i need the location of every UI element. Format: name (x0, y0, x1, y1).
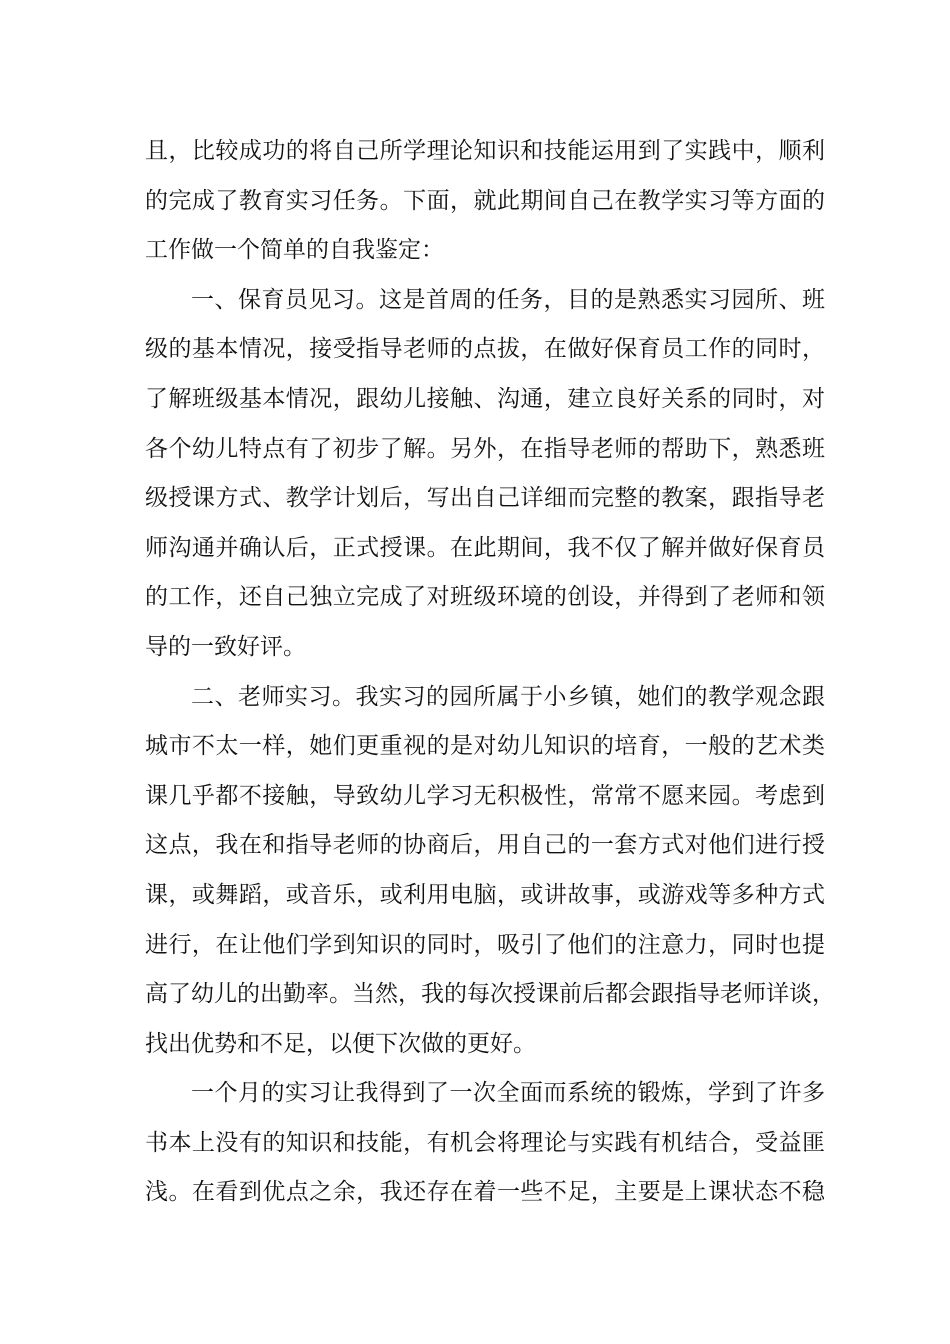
paragraph-4-line-1: 一个月的实习让我得到了一次全面而系统的锻炼，学到了许多 (191, 1080, 825, 1107)
paragraph-3-line-2: 城市不太一样，她们更重视的是对幼儿知识的培育，一般的艺术类 (145, 733, 825, 760)
paragraph-2-line-6: 师沟通并确认后，正式授课。在此期间，我不仅了解并做好保育员 (145, 534, 825, 561)
paragraph-1-line-3: 工作做一个简单的自我鉴定： (145, 237, 444, 264)
document-body (145, 127, 835, 1218)
paragraph-3-line-5: 课，或舞蹈，或音乐，或利用电脑，或讲故事，或游戏等多种方式 (145, 881, 825, 908)
paragraph-3-line-7: 高了幼儿的出勤率。当然，我的每次授课前后都会跟指导老师详谈， (145, 981, 835, 1008)
paragraph-3-line-8: 找出优势和不足，以便下次做的更好。 (145, 1030, 536, 1057)
paragraph-3-line-6: 进行，在让他们学到知识的同时，吸引了他们的注意力，同时也提 (145, 931, 825, 958)
paragraph-2-line-5: 级授课方式、教学计划后，写出自己详细而完整的教案，跟指导老 (145, 485, 825, 512)
paragraph-2-line-7: 的工作，还自己独立完成了对班级环境的创设，并得到了老师和领 (145, 584, 825, 611)
paragraph-2-line-3: 了解班级基本情况，跟幼儿接触、沟通，建立良好关系的同时，对 (145, 385, 825, 412)
paragraph-4-line-2: 书本上没有的知识和技能，有机会将理论与实践有机结合，受益匪 (145, 1129, 825, 1156)
paragraph-4-line-3: 浅。在看到优点之余，我还存在着一些不足，主要是上课状态不稳 (145, 1179, 825, 1206)
paragraph-1-line-2: 的完成了教育实习任务。下面，就此期间自己在教学实习等方面的 (145, 187, 825, 214)
paragraph-1-line-1: 且，比较成功的将自己所学理论知识和技能运用到了实践中，顺利 (145, 138, 825, 164)
paragraph-2-line-8: 导的一致好评。 (145, 633, 306, 660)
paragraph-3-line-4: 这点，我在和指导老师的协商后，用自己的一套方式对他们进行授 (145, 832, 825, 859)
paragraph-3-line-1: 二、老师实习。我实习的园所属于小乡镇，她们的教学观念跟 (191, 683, 825, 710)
paragraph-2-line-4: 各个幼儿特点有了初步了解。另外，在指导老师的帮助下，熟悉班 (145, 435, 825, 462)
paragraph-3-line-3: 课几乎都不接触，导致幼儿学习无积极性，常常不愿来园。考虑到 (145, 782, 825, 809)
paragraph-2-line-1: 一、保育员见习。这是首周的任务，目的是熟悉实习园所、班 (191, 286, 825, 313)
paragraph-2-line-2: 级的基本情况，接受指导老师的点拔，在做好保育员工作的同时， (145, 336, 825, 363)
